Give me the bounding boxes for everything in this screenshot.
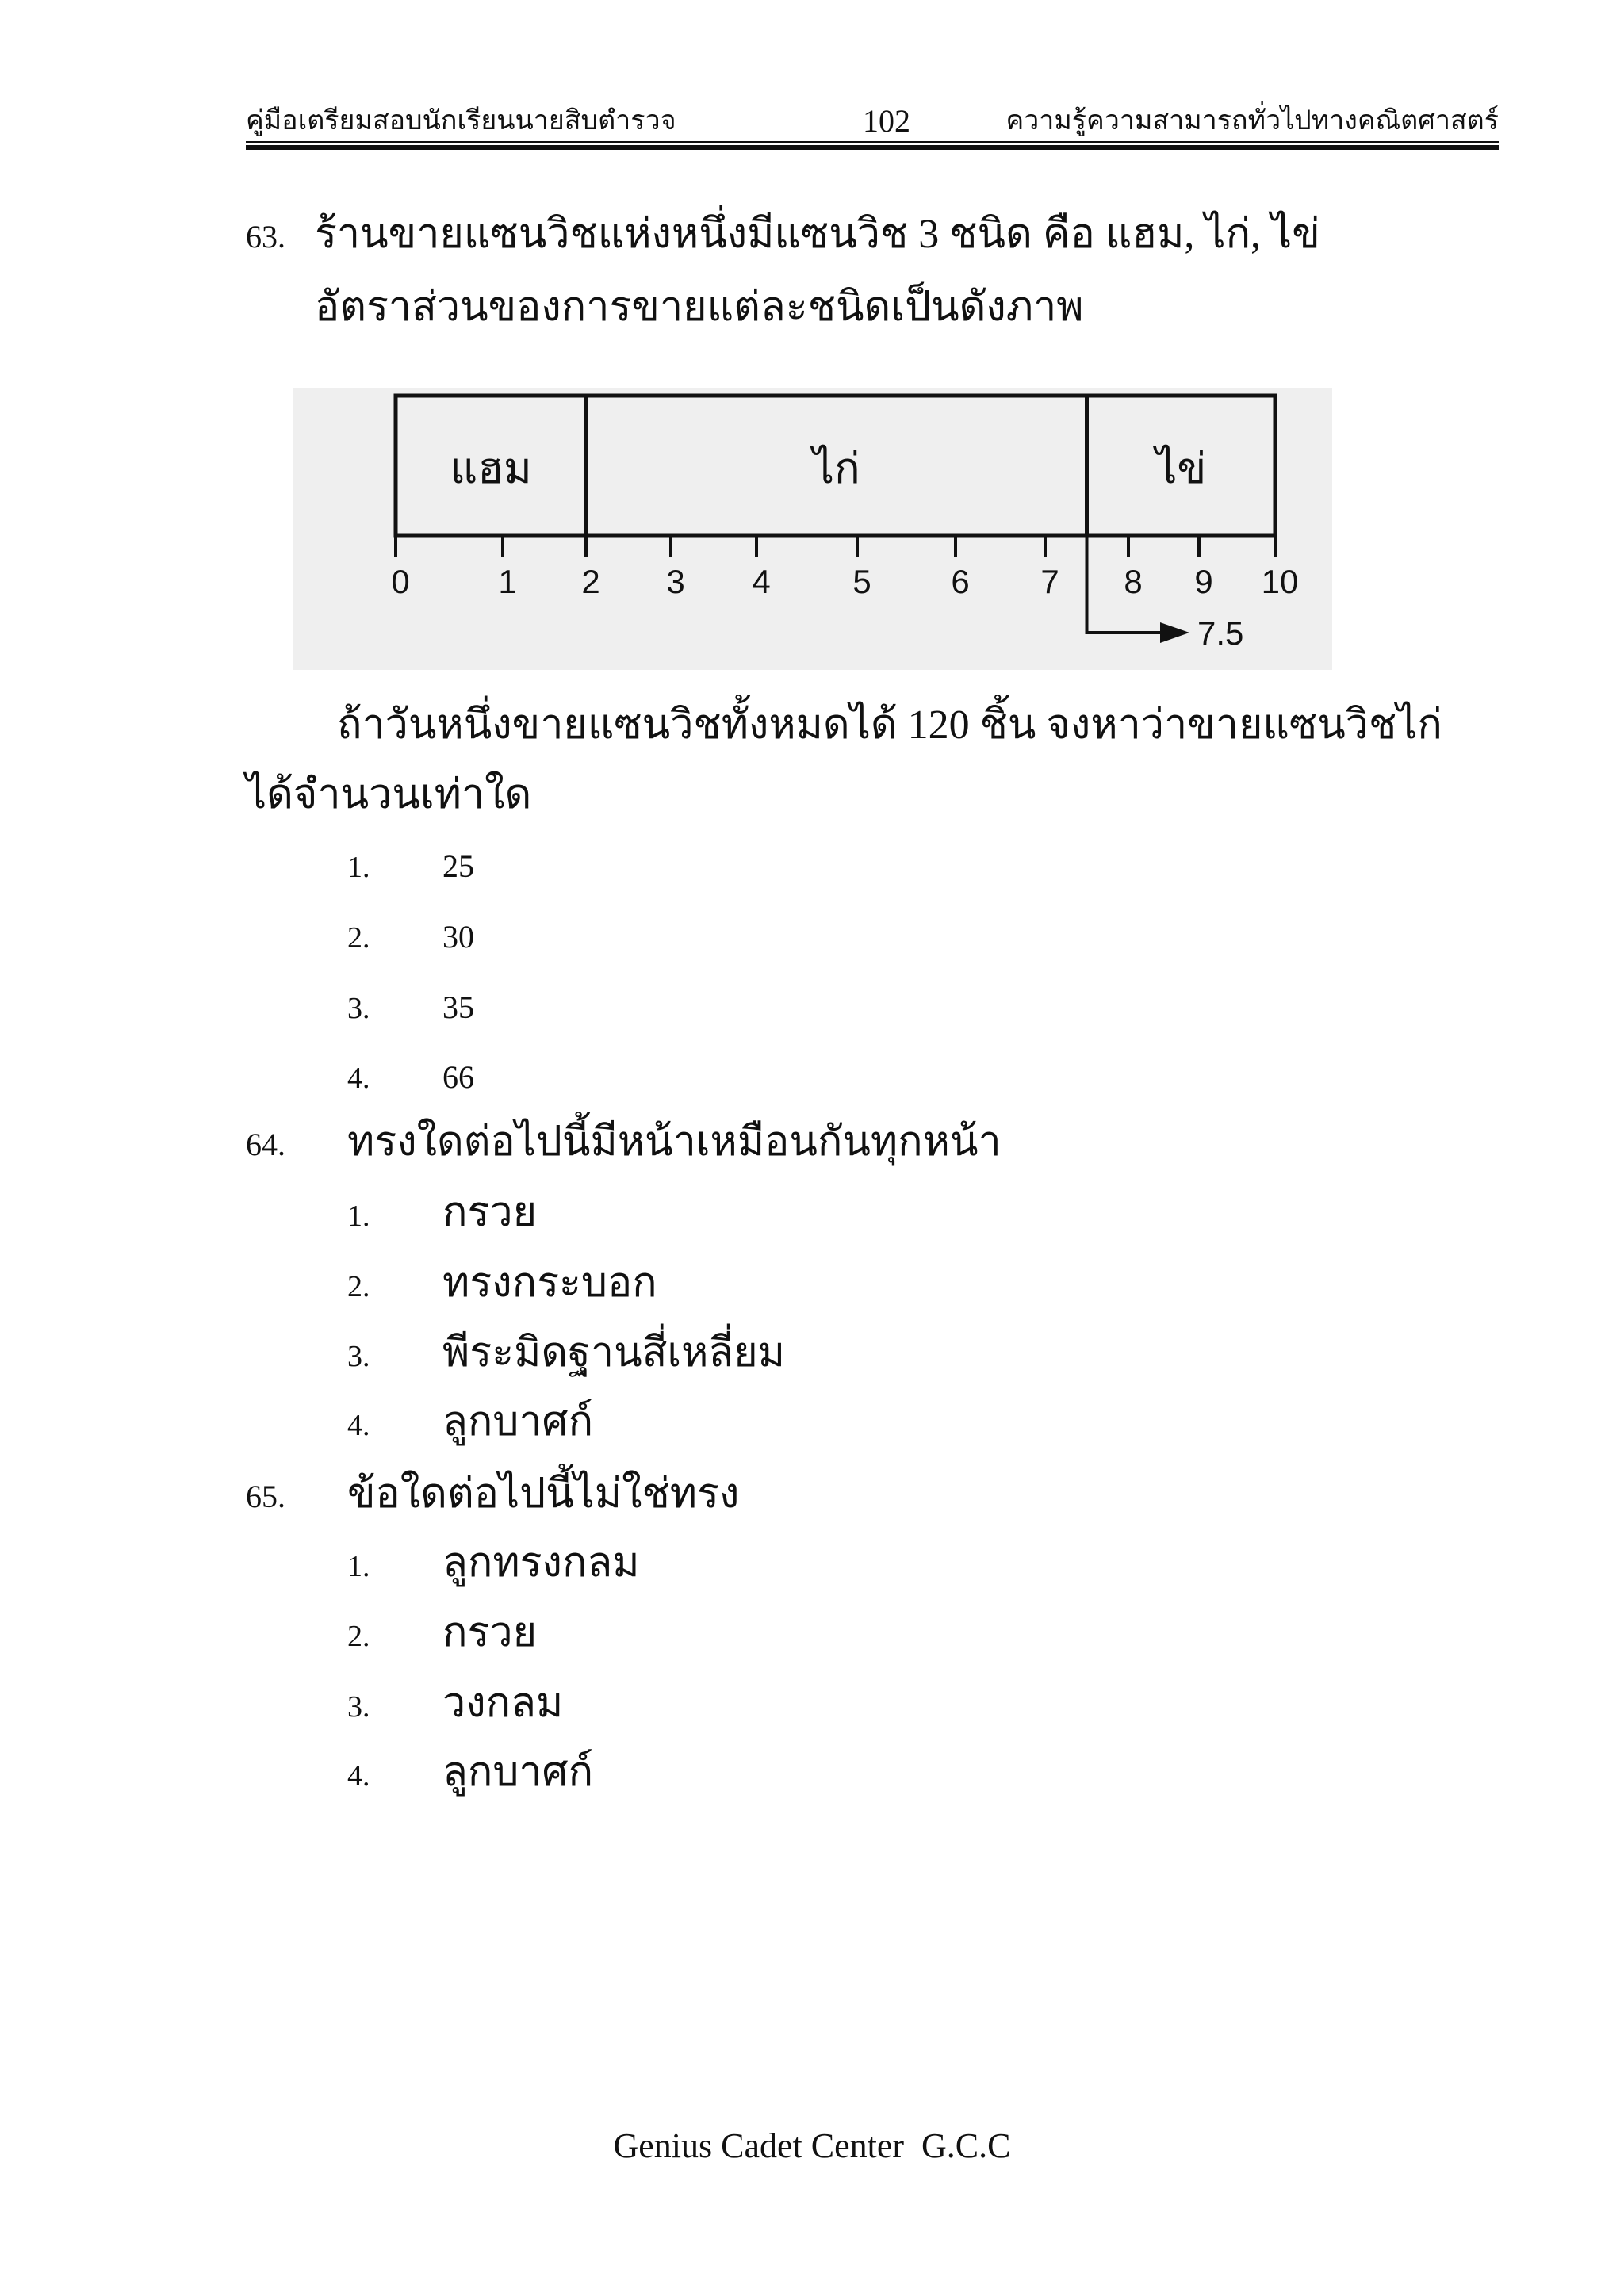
choice-text: ลูกทรงกลม (442, 1540, 640, 1586)
question-number: 64. (246, 1127, 285, 1162)
choice-number: 2. (347, 1620, 370, 1653)
choice-number: 3. (347, 1690, 370, 1724)
question-followup: ถ้าวันหนึ่งขายแซนวิชทั้งหมดได้ 120 ชิ้น จงหาว่าขายแซนวิชไก่ (337, 702, 1442, 748)
choice-item (347, 1185, 537, 1244)
choice-item (347, 1256, 657, 1314)
question-text: ร้านขายแซนวิชแห่งหนึ่งมีแซนวิช 3 ชนิด คือ แฮม, ไก่, ไข่ (315, 212, 1320, 257)
choice-text: 66 (442, 1059, 474, 1095)
choice-number: 3. (347, 1340, 370, 1373)
question-text: อัตราส่วนของการขายแต่ละชนิดเป็นดังภาพ (315, 285, 1084, 330)
choice-text: ลูกบาศก์ (442, 1399, 594, 1445)
question-number: 65. (246, 1479, 285, 1514)
axis-tick-label: 0 (391, 563, 410, 600)
choice-number: 1. (347, 851, 370, 884)
choice-number: 2. (347, 921, 370, 955)
annotation-label: 7.5 (1197, 614, 1244, 652)
page-footer: Genius Cadet Center G.C.C (613, 2126, 1011, 2165)
choice-text: กรวย (442, 1190, 538, 1235)
chart-background (293, 388, 1332, 670)
axis-tick-label: 8 (1124, 563, 1143, 600)
choice-item (347, 1745, 593, 1804)
question-text: ข้อใดต่อไปนี้ไม่ใช่ทรง (347, 1471, 740, 1517)
choice-item (347, 1047, 474, 1106)
choice-item (347, 1395, 593, 1453)
axis-tick-label: 7 (1040, 563, 1059, 600)
axis-tick-label: 9 (1194, 563, 1213, 600)
header-rule (246, 145, 1499, 150)
choice-number: 2. (347, 1270, 370, 1303)
question-number: 63. (246, 219, 285, 254)
choice-number: 4. (347, 1759, 370, 1793)
axis-tick-label: 3 (666, 563, 685, 600)
axis-tick-label: 4 (752, 563, 771, 600)
question-64-stem-line (246, 1115, 1002, 1173)
choice-text: ทรงกระบอก (442, 1261, 657, 1306)
choice-text: 25 (442, 848, 474, 884)
header-left-title: คู่มือเตรียมสอบนักเรียนนายสิบตำรวจ (246, 106, 676, 136)
choice-text: วงกลม (442, 1681, 564, 1726)
axis-tick-label: 2 (581, 563, 600, 600)
segment-label: แฮม (450, 445, 532, 492)
choice-number: 3. (347, 992, 370, 1025)
axis-tick-label: 5 (852, 563, 871, 600)
choice-item (347, 907, 474, 966)
choice-item (347, 1326, 785, 1384)
axis-tick-label: 6 (951, 563, 970, 600)
choice-item (347, 836, 474, 895)
choice-item (347, 1605, 537, 1664)
segment-label: ไข่ (1155, 445, 1207, 492)
choice-number: 4. (347, 1409, 370, 1442)
segment-label: ไก่ (812, 445, 860, 492)
axis-tick-label: 10 (1261, 563, 1299, 600)
choice-text: กรวย (442, 1610, 538, 1655)
choice-text: 30 (442, 919, 474, 955)
question-63-stem-line (246, 207, 1320, 265)
choice-text: 35 (442, 989, 474, 1025)
question-text: ทรงใดต่อไปนี้มีหน้าเหมือนกันทุกหน้า (347, 1119, 1002, 1165)
choice-number: 1. (347, 1550, 370, 1583)
axis-tick-label: 1 (498, 563, 517, 600)
choice-item (347, 1676, 563, 1735)
ratio-chart (293, 388, 1332, 670)
question-followup: ได้จำนวนเท่าใด (246, 772, 532, 817)
page-number: 102 (863, 103, 910, 139)
choice-number: 4. (347, 1062, 370, 1095)
choice-number: 1. (347, 1200, 370, 1233)
question-65-stem-line (246, 1467, 739, 1525)
header-rule (246, 141, 1499, 143)
choice-text: ลูกบาศก์ (442, 1750, 594, 1795)
choice-text: พีระมิดฐานสี่เหลี่ยม (442, 1330, 786, 1376)
header-right-title: ความรู้ความสามารถทั่วไปทางคณิตศาสตร์ (1005, 106, 1499, 136)
choice-item (347, 978, 474, 1036)
choice-item (347, 1536, 640, 1594)
